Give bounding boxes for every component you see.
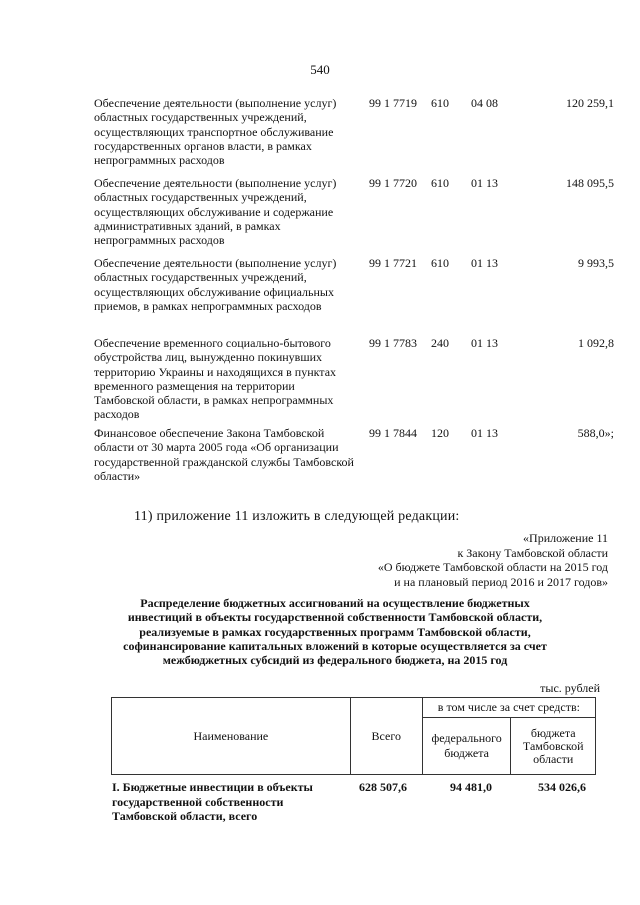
- row-amount: 9 993,5: [578, 256, 614, 270]
- table-row-total: 628 507,6: [359, 780, 407, 794]
- header-federal: федерального бюджета: [422, 718, 511, 775]
- row-amount: 588,0»;: [577, 426, 614, 440]
- expense-row: [94, 426, 614, 490]
- row-code: 99 1 7783: [369, 336, 417, 350]
- appendix-line: и на плановый период 2016 и 2017 годов»: [394, 574, 608, 589]
- row-description: Обеспечение деятельности (выполнение услуг) областных государственных учреждений, осуществляющих транспортное обслуживание государственных органов власти, в рамках непрограммных расходов: [94, 96, 337, 168]
- row-rz: 01 13: [471, 176, 498, 190]
- expense-row: [94, 256, 614, 336]
- appendix-reference: [378, 531, 608, 589]
- row-description: Обеспечение деятельности (выполнение услуг) областных государственных учреждений, осуществляющих обслуживание официальных приемов, в рамках непрограммных расходов: [94, 256, 337, 313]
- row-rz: 01 13: [471, 426, 498, 440]
- unit-label: тыс. рублей: [540, 681, 600, 695]
- section-heading: Распределение бюджетных ассигнований на осуществление бюджетных инвестиций в объекты государственной собственности Тамбовской области, реализуемые в рамках государственных программ Тамбовской области, софинансирование капитальных вложений в которые осуществляется за счет межбюджетных субсидий из федерального бюджета, на 2015 год: [123, 596, 547, 668]
- row-description: Обеспечение временного социально-бытового обустройства лиц, вынужденно покинувших территорию Украины и находящихся в пунктах временного размещения на территории Тамбовской области, в рамках непрограммных расходов: [94, 336, 337, 422]
- row-vr: 610: [431, 176, 449, 190]
- row-code: 99 1 7720: [369, 176, 417, 190]
- table-row-regional: 534 026,6: [538, 780, 586, 794]
- table-row-name: I. Бюджетные инвестиции в объекты государственной собственности Тамбовской области, всего: [112, 780, 313, 823]
- row-code: 99 1 7844: [369, 426, 417, 440]
- header-name: Наименование: [112, 698, 351, 775]
- row-vr: 240: [431, 336, 449, 350]
- table-row: [112, 780, 596, 824]
- appendix-line: «Приложение 11: [523, 531, 608, 545]
- expense-row: [94, 336, 614, 426]
- row-description: Финансовое обеспечение Закона Тамбовской области от 30 марта 2005 года «Об организации государственной гражданской службы Тамбовской области»: [94, 426, 354, 483]
- amendment-instruction: 11) приложение 11 изложить в следующей редакции:: [134, 509, 460, 524]
- table-row-federal: 94 481,0: [450, 780, 492, 794]
- row-vr: 120: [431, 426, 449, 440]
- header-regional: бюджета Тамбовской области: [511, 718, 596, 775]
- row-rz: 01 13: [471, 256, 498, 270]
- expense-rows: [94, 96, 614, 490]
- row-code: 99 1 7719: [369, 96, 417, 110]
- header-total: Всего: [350, 698, 422, 775]
- row-vr: 610: [431, 256, 449, 270]
- row-rz: 04 08: [471, 96, 498, 110]
- row-amount: 1 092,8: [578, 336, 614, 350]
- allocation-table-header: [111, 697, 596, 775]
- row-rz: 01 13: [471, 336, 498, 350]
- appendix-line: к Закону Тамбовской области: [457, 545, 608, 560]
- header-including: в том числе за счет средств:: [422, 698, 595, 718]
- page-number: 540: [310, 62, 330, 77]
- row-description: Обеспечение деятельности (выполнение услуг) областных государственных учреждений, осуществляющих обслуживание и содержание административных зданий, в рамках непрограммных расходов: [94, 176, 337, 248]
- row-amount: 120 259,1: [566, 96, 614, 110]
- expense-row: [94, 96, 614, 176]
- row-code: 99 1 7721: [369, 256, 417, 270]
- expense-row: [94, 176, 614, 256]
- appendix-line: «О бюджете Тамбовской области на 2015 год: [377, 560, 608, 574]
- row-vr: 610: [431, 96, 449, 110]
- row-amount: 148 095,5: [566, 176, 614, 190]
